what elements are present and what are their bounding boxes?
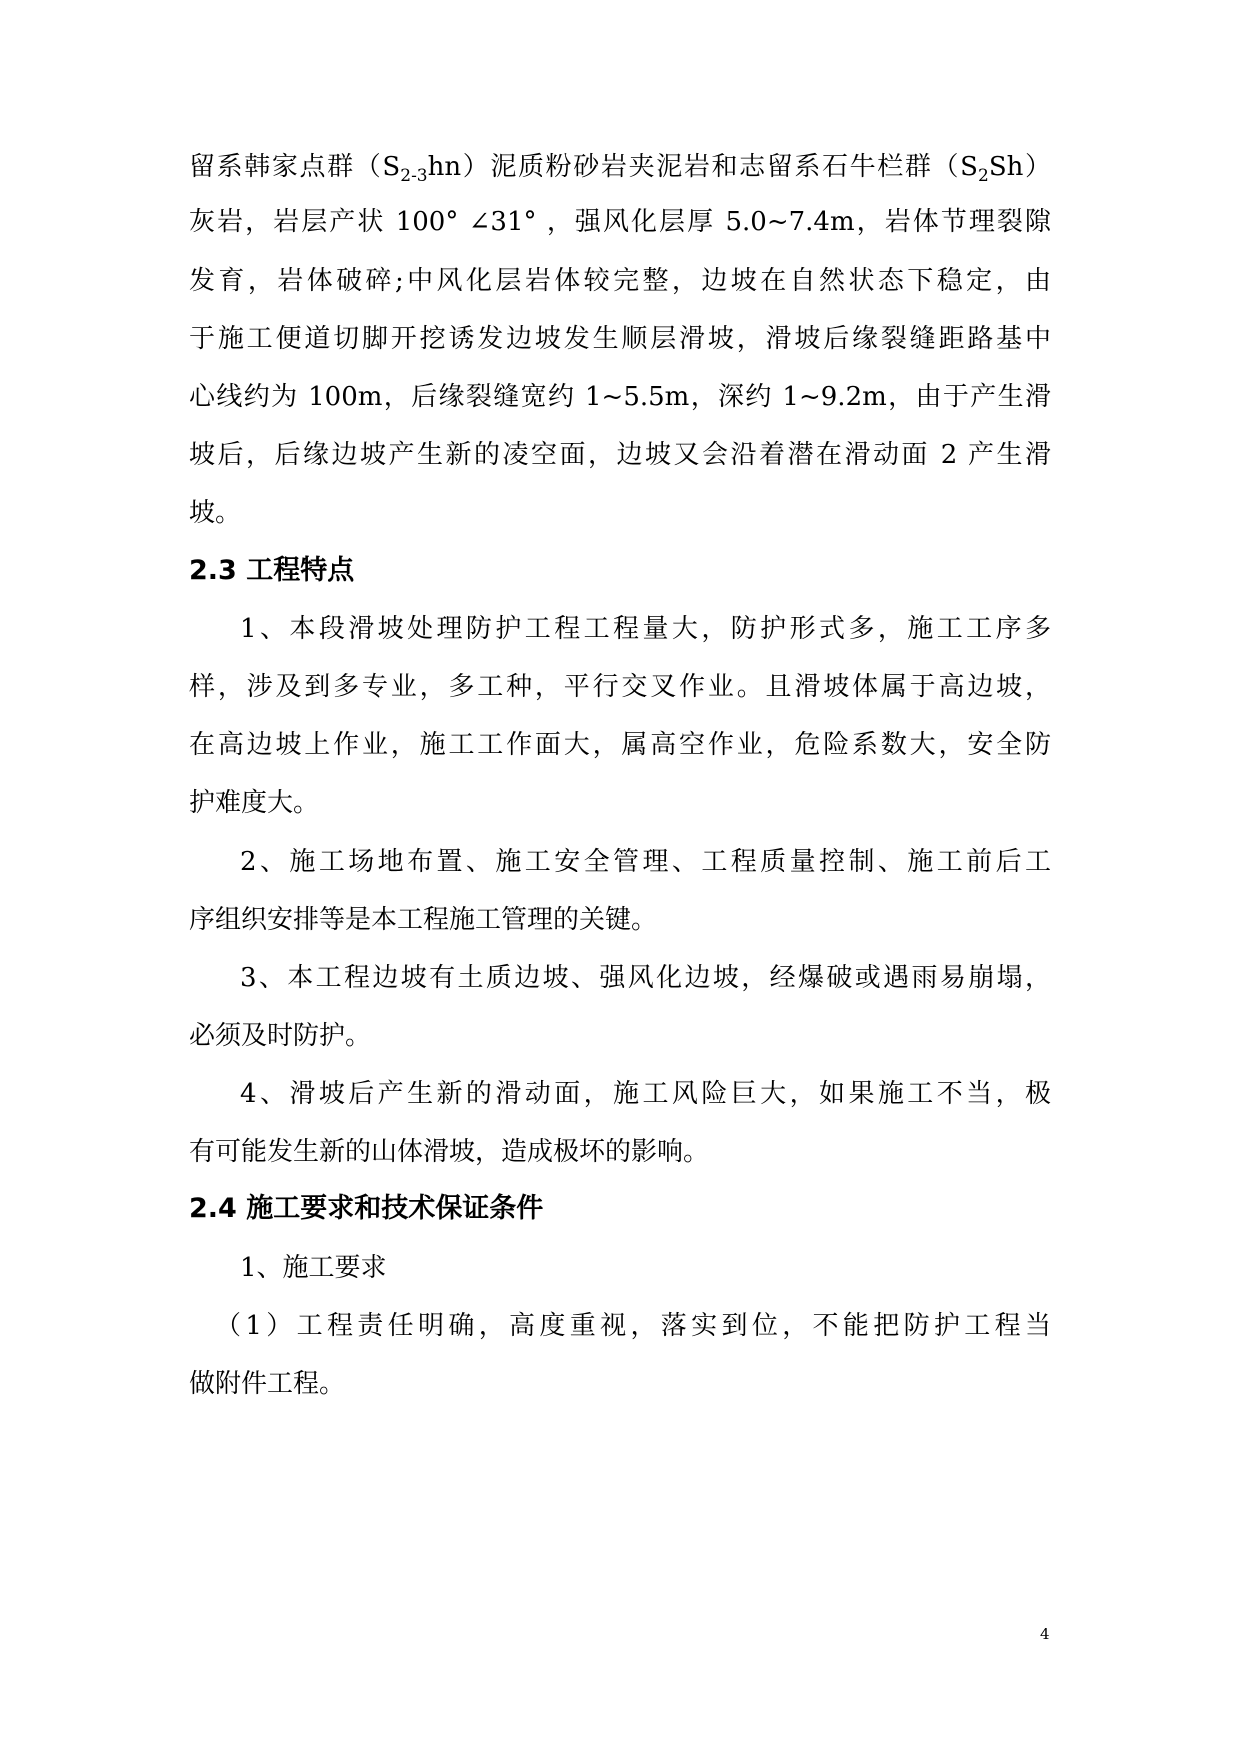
paragraph-line: 2、施工场地布置、施工安全管理、工程质量控制、施工前后工 — [240, 847, 1051, 877]
paragraph-line: 1、施工要求 — [240, 1253, 387, 1283]
section-heading: 2.4 施工要求和技术保证条件 — [189, 1193, 544, 1224]
paragraph-line: 心线约为 100m，后缘裂缝宽约 1~5.5m，深约 1~9.2m，由于产生滑 — [189, 382, 1051, 412]
page-number: 4 — [1040, 1625, 1050, 1643]
paragraph-line: 于施工便道切脚开挖诱发边坡发生顺层滑坡，滑坡后缘裂缝距路基中 — [189, 324, 1051, 354]
paragraph-line: 4、滑坡后产生新的滑动面，施工风险巨大，如果施工不当，极 — [240, 1079, 1051, 1109]
paragraph-line: 样，涉及到多专业，多工种，平行交叉作业。且滑坡体属于高边坡， — [189, 672, 1051, 702]
paragraph-line: 在高边坡上作业，施工工作面大，属高空作业，危险系数大，安全防 — [189, 730, 1051, 760]
paragraph-line — [189, 150, 1051, 184]
paragraph-line: 必须及时防护。 — [189, 1021, 372, 1051]
paragraph-line: 有可能发生新的山体滑坡，造成极坏的影响。 — [189, 1137, 710, 1167]
text-run: 留系韩家点群（S — [189, 152, 401, 182]
subscript: 2-3 — [400, 166, 428, 186]
paragraph-line: 护难度大。 — [189, 788, 320, 818]
paragraph-line: 坡。 — [189, 498, 242, 528]
paragraph-line: 做附件工程。 — [189, 1369, 346, 1399]
paragraph-line: 序组织安排等是本工程施工管理的关键。 — [189, 905, 658, 935]
paragraph-line: （1）工程责任明确，高度重视，落实到位，不能把防护工程当 — [215, 1311, 1051, 1341]
paragraph-line: 坡后，后缘边坡产生新的凌空面，边坡又会沿着潜在滑动面 2 产生滑 — [189, 440, 1051, 470]
paragraph-line: 灰岩，岩层产状 100° ∠31° ，强风化层厚 5.0~7.4m，岩体节理裂隙 — [189, 207, 1051, 237]
text-run: Sh） — [988, 152, 1052, 182]
paragraph-line: 3、本工程边坡有土质边坡、强风化边坡，经爆破或遇雨易崩塌， — [240, 963, 1051, 993]
section-heading: 2.3 工程特点 — [189, 555, 355, 586]
text-run: hn）泥质粉砂岩夹泥岩和志留系石牛栏群（S — [427, 152, 978, 182]
paragraph-line: 1、本段滑坡处理防护工程工程量大，防护形式多，施工工序多 — [240, 614, 1051, 644]
paragraph-line: 发育，岩体破碎;中风化层岩体较完整，边坡在自然状态下稳定，由 — [189, 266, 1051, 296]
subscript: 2 — [977, 166, 989, 186]
